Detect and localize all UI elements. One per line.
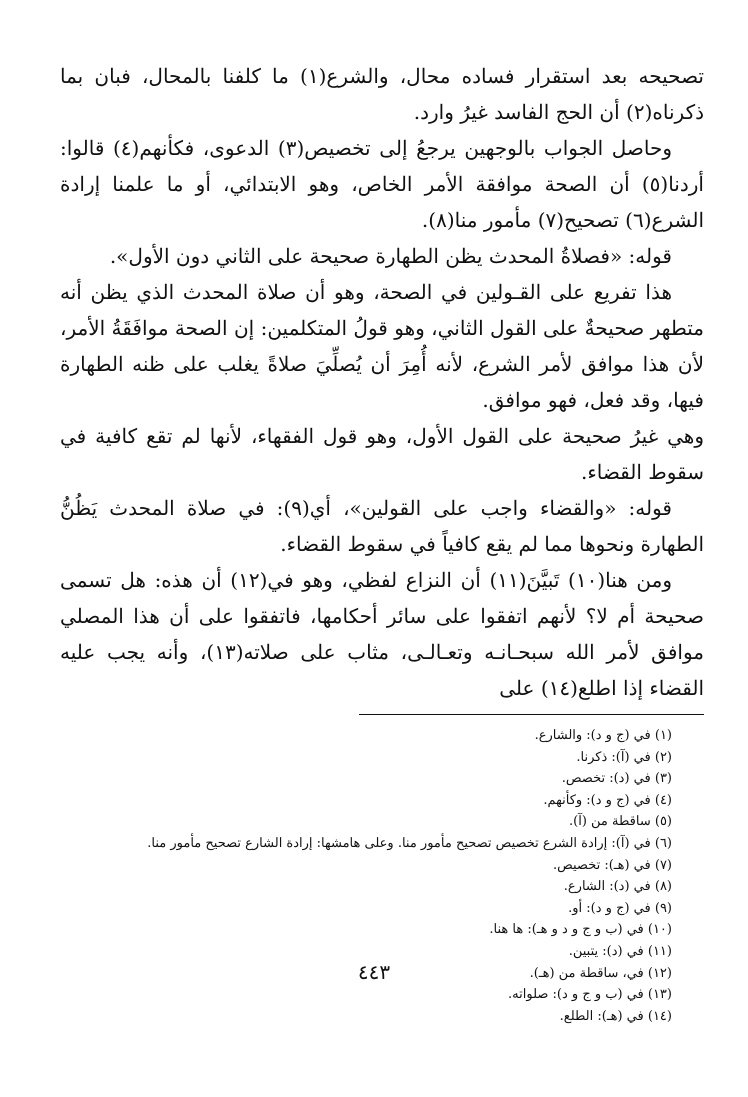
main-text [60,58,704,706]
footnote: (٢) في (آ): ذكرنا. [576,749,672,765]
footnote: (١٤) في (هـ): الطلع. [559,1008,672,1024]
footnote: (١٢) في، ساقطة من (هـ). [529,965,672,981]
footnote: (٧) في (هـ): تخصيص. [552,857,672,873]
footnote: (٦) في (آ): إرادة الشرع تخصيص تصحيح مأمور منا. وعلى هامشها: إرادة الشارع تصحيح مأمور منا. [147,835,672,851]
footnote: (٤) في (ج و د): وكأنهم. [543,792,672,808]
paragraph: هذا تفريع على القـولين في الصحة، وهو أن صلاة المحدث الذي يظن أنه متطهر صحيحةٌ على القول الثاني، وهو قولُ المتكلمين: إن الصحة موافَقَةُ الأمر، لأن هذا موافق لأمر الشرع، لأنه أُمِرَ أن يُصلِّيَ صلاةً يغلب على ظنه الطهارة فيها، وقد فعل، فهو موافق. [60,280,704,412]
footnote: (٩) في (ج و د): أو. [568,900,672,916]
footnote: (١٠) في (ب و ج و د و هـ): ها هنا. [489,922,672,938]
footnote: (١٣) في (ب و ج و د): صلواته. [508,987,672,1003]
paragraph: قوله: «والقضاء واجب على القولين»، أي(٩): في صلاة المحدث يَظُنُّ الطهارة ونحوها مما لم يقع كافياً في سقوط القضاء. [60,496,704,556]
footnote: (١١) في (د): يتبين. [568,943,672,959]
paragraph: ومن هنا(١٠) تَبيَّنَ(١١) أن النزاع لفظي، وهو في(١٢) أن هذه: هل تسمى صحيحة أم لا؟ لأنهم اتفقوا على سائر أحكامها، فاتفقوا على أن هذا المصلي موافق لأمر الله سبحـانـه وتعـالـى، مثاب على صلاته(١٣)، وأنه يجب عليه القضاء إذا اطلع(١٤) على [60,568,705,700]
page [60,58,704,1027]
paragraph: قوله: «فصلاةُ المحدث يظن الطهارة صحيحة على الثاني دون الأول». [109,244,672,268]
footnote: (٨) في (د): الشارع. [563,879,672,895]
footnote: (٥) ساقطة من (آ). [569,814,672,830]
footnote: (١) في (ج و د): والشارع. [534,728,672,743]
paragraph: تصحيحه بعد استقرار فساده محال، والشرع(١) ما كلفنا بالمحال، فبان بما ذكرناه(٢) أن الحج الفاسد غيرُ وارد. [60,64,704,124]
footnote: (٣) في (د): تخصص. [561,771,672,787]
paragraph: وحاصل الجواب بالوجهين يرجعُ إلى تخصيص(٣) الدعوى، فكأنهم(٤) قالوا: أردنا(٥) أن الصحة موافقة الأمر الخاص، وهو الابتدائي، أو ما علمنا إرادة الشرع(٦) تصحيح(٧) مأمور منا(٨). [60,136,704,232]
footnote-divider [359,714,704,715]
page-number: ٤٤٣ [357,960,391,984]
paragraph: وهي غيرُ صحيحة على القول الأول، وهو قول الفقهاء، لأنها لم تقع كافية في سقوط القضاء. [60,424,704,484]
